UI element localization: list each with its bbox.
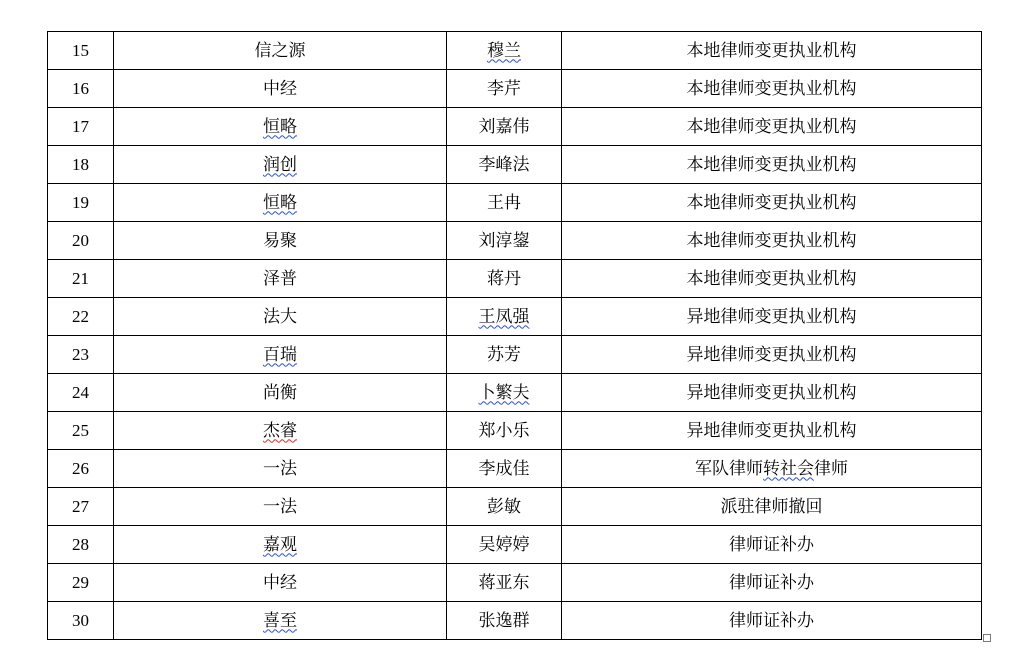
lawyer-name-cell (447, 564, 562, 602)
table-row (48, 32, 982, 70)
change-type-cell (562, 298, 982, 336)
row-number-cell (48, 32, 114, 70)
row-number-text: 26 (72, 458, 89, 478)
row-number-text: 17 (72, 116, 89, 136)
lawyer-name-text: 王凤强 (478, 306, 530, 327)
lawyer-name-text: 卜繁夫 (478, 382, 530, 403)
lawyer-name-cell (447, 260, 562, 298)
row-number-text: 20 (72, 230, 89, 250)
row-number-cell (48, 222, 114, 260)
change-type-cell (562, 602, 982, 640)
table-row (48, 564, 982, 602)
table-row (48, 108, 982, 146)
lawyer-name-text: 吴婷婷 (478, 534, 530, 555)
change-type-cell (562, 412, 982, 450)
table-end-marker (983, 634, 991, 642)
row-number-cell (48, 374, 114, 412)
firm-name-text: 中经 (263, 78, 297, 99)
row-number-cell (48, 602, 114, 640)
table-row (48, 184, 982, 222)
table-row (48, 222, 982, 260)
row-number-cell (48, 564, 114, 602)
lawyer-name-text: 彭敏 (487, 496, 521, 517)
row-number-text: 24 (72, 382, 89, 402)
table-row (48, 260, 982, 298)
lawyer-name-text: 张逸群 (478, 610, 530, 631)
row-number-cell (48, 108, 114, 146)
row-number-cell (48, 146, 114, 184)
spellcheck-flagged-text: 转社会 (763, 458, 814, 479)
firm-name-text: 信之源 (254, 40, 306, 61)
firm-name-text: 易聚 (263, 230, 297, 251)
table-row (48, 70, 982, 108)
firm-name-text: 恒略 (263, 192, 297, 213)
firm-name-text: 恒略 (263, 116, 297, 137)
row-number-cell (48, 488, 114, 526)
firm-name-text: 杰睿 (263, 420, 297, 441)
row-number-cell (48, 298, 114, 336)
change-type-text: 异地律师变更执业机构 (686, 344, 857, 365)
change-type-cell (562, 222, 982, 260)
change-type-text: 本地律师变更执业机构 (686, 230, 857, 251)
lawyer-name-text: 李峰法 (478, 154, 530, 175)
lawyer-name-text: 刘嘉伟 (478, 116, 530, 137)
row-number-cell (48, 526, 114, 564)
firm-name-cell (114, 260, 447, 298)
lawyer-name-text: 蒋丹 (487, 268, 521, 289)
lawyer-name-cell (447, 336, 562, 374)
lawyer-name-cell (447, 488, 562, 526)
firm-name-text: 百瑞 (263, 344, 297, 365)
firm-name-cell (114, 336, 447, 374)
change-type-cell (562, 260, 982, 298)
lawyer-name-text: 王冉 (487, 192, 521, 213)
change-type-text-suffix: 律师 (814, 458, 848, 479)
table-row (48, 412, 982, 450)
firm-name-cell (114, 488, 447, 526)
row-number-text: 27 (72, 496, 89, 516)
lawyer-name-cell (447, 184, 562, 222)
lawyer-name-cell (447, 32, 562, 70)
table-row (48, 450, 982, 488)
firm-name-cell (114, 70, 447, 108)
firm-name-text: 法大 (263, 306, 297, 327)
firm-name-text: 嘉观 (263, 534, 297, 555)
table-body (48, 32, 982, 640)
change-type-cell (562, 526, 982, 564)
lawyer-name-cell (447, 412, 562, 450)
table-row (48, 374, 982, 412)
table-row (48, 488, 982, 526)
change-type-text: 派驻律师撤回 (720, 496, 823, 517)
firm-name-cell (114, 374, 447, 412)
lawyer-name-text: 蒋亚东 (478, 572, 530, 593)
lawyer-name-cell (447, 450, 562, 488)
change-type-text: 异地律师变更执业机构 (686, 306, 857, 327)
row-number-text: 28 (72, 534, 89, 554)
lawyer-name-cell (447, 526, 562, 564)
change-type-text: 本地律师变更执业机构 (686, 192, 857, 213)
lawyer-name-cell (447, 222, 562, 260)
lawyer-name-cell (447, 70, 562, 108)
change-type-text: 律师证补办 (729, 610, 814, 631)
lawyer-name-cell (447, 108, 562, 146)
change-type-text: 本地律师变更执业机构 (686, 116, 857, 137)
change-type-cell (562, 32, 982, 70)
firm-name-cell (114, 526, 447, 564)
lawyer-name-text: 郑小乐 (478, 420, 530, 441)
firm-name-cell (114, 146, 447, 184)
row-number-text: 29 (72, 572, 89, 592)
change-type-text: 异地律师变更执业机构 (686, 420, 857, 441)
lawyer-name-text: 刘淳鋆 (478, 230, 530, 251)
change-type-cell (562, 374, 982, 412)
change-type-cell (562, 146, 982, 184)
change-type-cell (562, 488, 982, 526)
firm-name-text: 泽普 (263, 268, 297, 289)
change-type-text: 本地律师变更执业机构 (686, 154, 857, 175)
change-type-text: 律师证补办 (729, 534, 814, 555)
table-row (48, 602, 982, 640)
row-number-text: 30 (72, 610, 89, 630)
firm-name-cell (114, 450, 447, 488)
change-type-cell (562, 108, 982, 146)
lawyer-name-cell (447, 602, 562, 640)
row-number-cell (48, 184, 114, 222)
table-row (48, 298, 982, 336)
firm-name-text: 喜至 (263, 610, 297, 631)
change-type-cell (562, 564, 982, 602)
firm-name-cell (114, 564, 447, 602)
firm-name-text: 一法 (263, 458, 297, 479)
change-type-text-prefix: 军队律师 (695, 458, 763, 479)
row-number-cell (48, 450, 114, 488)
change-type-cell (562, 184, 982, 222)
firm-name-cell (114, 412, 447, 450)
change-type-cell (562, 450, 982, 488)
firm-name-text: 一法 (263, 496, 297, 517)
firm-name-cell (114, 222, 447, 260)
firm-name-cell (114, 184, 447, 222)
change-type-text: 律师证补办 (729, 572, 814, 593)
firm-name-text: 中经 (263, 572, 297, 593)
lawyer-name-text: 苏芳 (487, 344, 521, 365)
firm-name-cell (114, 32, 447, 70)
lawyer-name-text: 李芹 (487, 78, 521, 99)
lawyer-name-cell (447, 146, 562, 184)
lawyer-name-text: 穆兰 (487, 40, 521, 61)
change-type-text: 本地律师变更执业机构 (686, 268, 857, 289)
row-number-text: 21 (72, 268, 89, 288)
row-number-cell (48, 336, 114, 374)
firm-name-text: 润创 (263, 154, 297, 175)
row-number-cell (48, 260, 114, 298)
lawyer-change-table (47, 31, 982, 640)
row-number-text: 19 (72, 192, 89, 212)
row-number-text: 16 (72, 78, 89, 98)
change-type-text: 异地律师变更执业机构 (686, 382, 857, 403)
row-number-text: 23 (72, 344, 89, 364)
table-row (48, 146, 982, 184)
firm-name-text: 尚衡 (263, 382, 297, 403)
table-row (48, 336, 982, 374)
change-type-cell (562, 336, 982, 374)
row-number-cell (48, 412, 114, 450)
row-number-text: 22 (72, 306, 89, 326)
firm-name-cell (114, 298, 447, 336)
firm-name-cell (114, 602, 447, 640)
change-type-cell (562, 70, 982, 108)
row-number-cell (48, 70, 114, 108)
row-number-text: 15 (72, 40, 89, 60)
firm-name-cell (114, 108, 447, 146)
change-type-text: 本地律师变更执业机构 (686, 78, 857, 99)
change-type-text: 本地律师变更执业机构 (686, 40, 857, 61)
lawyer-name-cell (447, 298, 562, 336)
row-number-text: 25 (72, 420, 89, 440)
row-number-text: 18 (72, 154, 89, 174)
lawyer-name-text: 李成佳 (478, 458, 530, 479)
lawyer-name-cell (447, 374, 562, 412)
table-row (48, 526, 982, 564)
